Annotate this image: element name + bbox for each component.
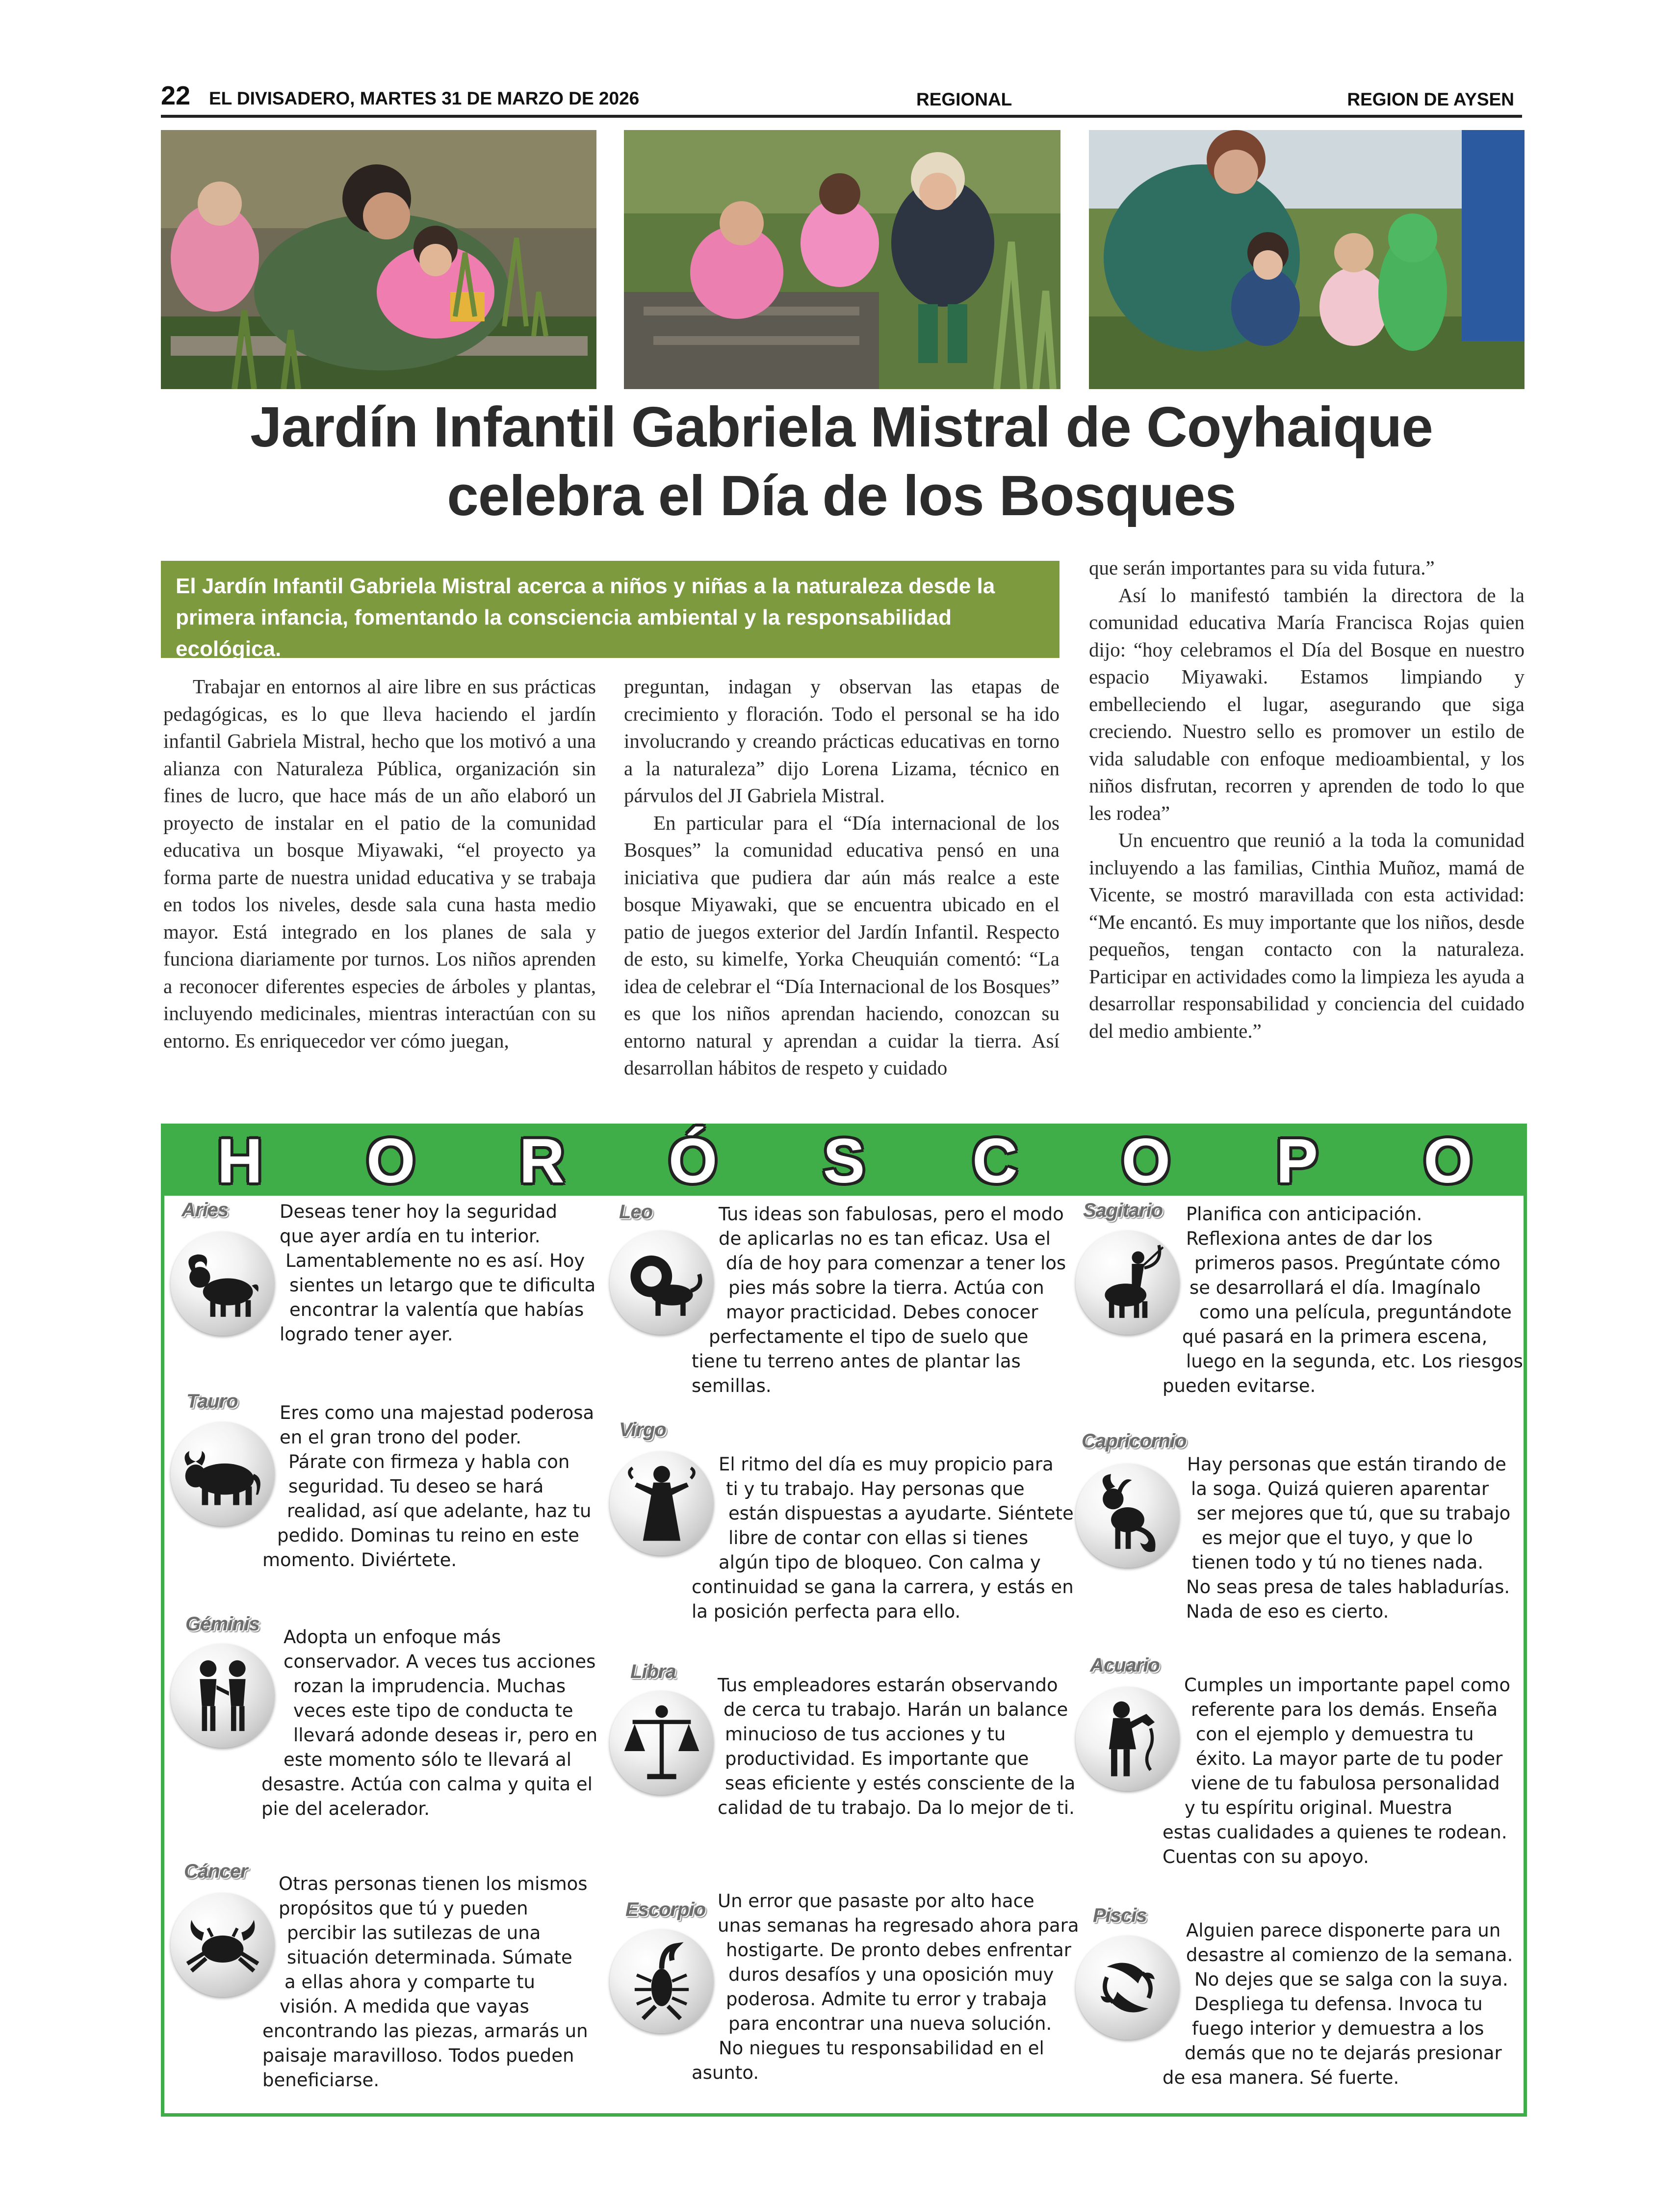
sign-name-sagitario: Sagitario bbox=[1083, 1200, 1163, 1221]
sign-text-aries: Deseas tener hoy la seguridad que ayer ardía en tu interior. Lamentablemente no es así. Hoy sientes un letargo que te dificulta encontrar la valentía que habías logrado tener ayer. bbox=[280, 1201, 596, 1345]
horoscope-banner bbox=[164, 1127, 1524, 1196]
col2-paragraph-2: En particular para el “Día internacional de los Bosques” la comunidad educativa pensó en una iniciativa que pudiera dar aún más realce a este bosque Miyawaki, que se encuentra ubicado en el patio de juegos exterior del Jardín Infantil. Respecto de esto, su kimelfe, Yorka Cheuquián comentó: “La idea de celebrar el “Día Internacional de los Bosques” es que los niños aprendan haciendo, conozcan su entorno natural y aprendan a cuidar la tierra. Así desarrollan hábitos de respeto y cuidado bbox=[624, 811, 1060, 1079]
sign-name-leo: Leo bbox=[619, 1201, 653, 1223]
horoscope-letter: S bbox=[823, 1126, 865, 1196]
cancer-crab-icon bbox=[171, 1893, 275, 1997]
sign-text-tauro: Eres como una majestad poderosa en el gran trono del poder. Párate con firmeza y habla con seguridad. Tu deseo se hará realidad, así que adelante, haz tu pedido. Dominas tu reino en este momento. Diviértete. bbox=[262, 1402, 594, 1571]
sign-name-tauro: Tauro bbox=[186, 1390, 238, 1412]
sign-text-acuario: Cumples un importante papel como referente para los demás. Enseña con el ejemplo y demuestra tu éxito. La mayor parte de tu poder viene de tu fabulosa personalidad y tu espíritu original. Muestra estas cualidades a quienes te rodean. Cuentas con su apoyo. bbox=[1163, 1675, 1510, 1867]
article-lead: El Jardín Infantil Gabriela Mistral acerca a niños y niñas a la naturaleza desde la primera infancia, fomentando la consciencia ambiental y la responsabilidad ecológica. bbox=[161, 561, 1060, 658]
sign-name-escorpio: Escorpio bbox=[625, 1899, 706, 1920]
sign-text-capricornio: Hay personas que están tirando de la soga. Quizá quieren aparentar ser mejores que tú, que su trabajo es mejor que el tuyo, y que lo tienen todo y tú no tienes nada. No seas presa de tales habladurías. Nada de eso es cierto. bbox=[1186, 1454, 1511, 1622]
masthead bbox=[161, 82, 1522, 118]
headline-line-1: Jardín Infantil Gabriela Mistral de Coyhaique bbox=[250, 395, 1433, 459]
sign-text-libra: Tus empleadores estarán observando de cerca tu trabajo. Harán un balance minucioso de tus acciones y tu productividad. Es importante que seas eficiente y estés consciente de la calidad de tu trabajo. Da lo mejor de ti. bbox=[718, 1675, 1076, 1818]
sign-text-piscis: Alguien parece disponerte para un desastre al comienzo de la semana. No dejes que se salga con la suya. Despliega tu defensa. Invoca tu fuego interior y demuestra a los demás que no te dejarás presionar de esa manera. Sé fuerte. bbox=[1163, 1920, 1513, 2088]
sign-name-cancer: Cáncer bbox=[184, 1861, 248, 1882]
section-name: REGIONAL bbox=[916, 89, 1012, 109]
sign-name-capricornio: Capricornio bbox=[1082, 1430, 1187, 1452]
article-column-1 bbox=[163, 673, 596, 1054]
horoscope-letter: R bbox=[519, 1126, 565, 1196]
sign-name-piscis: Piscis bbox=[1093, 1905, 1147, 1926]
col2-paragraph-1: preguntan, indagan y observan las etapas de crecimiento y floración. Todo el personal se ha ido involucrando y creando prácticas educativas en torno a la naturaleza” dijo Lorena Lizama, técnico en párvulos del JI Gabriela Mistral. bbox=[624, 675, 1060, 807]
sign-text-virgo: El ritmo del día es muy propicio para ti y tu trabajo. Hay personas que están dispuestas a ayudarte. Siéntete libre de contar con ellas si tienes algún tipo de bloqueo. Con calma y continuidad se gana la carrera, y estás en la posición perfecta para ello. bbox=[692, 1454, 1074, 1622]
headline-line-2: celebra el Día de los Bosques bbox=[447, 464, 1236, 527]
horoscope-letter: O bbox=[1121, 1126, 1171, 1196]
sign-text-cancer: Otras personas tienen los mismos propósitos que tú y pueden percibir las sutilezas de una situación determinada. Súmate a ellas ahora y comparte tu visión. A medida que vayas encontrando las piezas, armarás un paisaje maravilloso. Todos pueden beneficiarse. bbox=[262, 1873, 588, 2091]
sign-text-geminis: Adopta un enfoque más conservador. A veces tus acciones rozan la imprudencia. Muchas veces este tipo de conducta te llevará adonde deseas ir, pero en este momento sólo te llevará al desastre. Actúa con calma y quita el pie del acelerador. bbox=[261, 1626, 598, 1819]
article-column-3 bbox=[1089, 554, 1525, 1045]
article-column-2 bbox=[624, 673, 1060, 1082]
photo-director-with-children bbox=[1089, 130, 1525, 389]
sign-name-acuario: Acuario bbox=[1090, 1654, 1160, 1676]
sign-name-geminis: Géminis bbox=[185, 1613, 259, 1635]
horoscope-letter: H bbox=[217, 1126, 263, 1196]
sign-text-escorpio: Un error que pasaste por alto hace unas semanas ha regresado ahora para hostigarte. De pronto debes enfrentar duros desafíos y una oposición muy poderosa. Admite tu error y trabaja para encontrar una nueva solución. No niegues tu responsabilidad en el asunto. bbox=[692, 1890, 1079, 2083]
horoscope-letter: P bbox=[1276, 1126, 1318, 1196]
page-number: 22 bbox=[161, 81, 191, 110]
sign-name-virgo: Virgo bbox=[619, 1419, 666, 1441]
libra-scales-icon bbox=[610, 1691, 714, 1795]
horoscope-letter: O bbox=[1423, 1126, 1473, 1196]
horoscope-letter: Ó bbox=[668, 1126, 718, 1196]
sign-name-aries: Aries bbox=[181, 1199, 229, 1221]
taurus-bull-icon bbox=[171, 1422, 275, 1526]
col1-paragraph-1: Trabajar en entornos al aire libre en sus prácticas pedagógicas, es lo que lleva haciendo el jardín infantil Gabriela Mistral, hecho que los motivó a una alianza con Naturaleza Pública, organización sin fines de lucro, que hace más de un año elaboró un proyecto de instalar en el patio de la comunidad educativa un bosque Miyawaki, “el proyecto ya forma parte de nuestra unidad educativa y se trabaja en todos los niveles, desde sala cuna hasta medio mayor. Está integrado en los planes de sala y funciona diariamente por turnos. Los niños aprenden a reconocer diferentes especies de árboles y plantas, incluyendo medicinales, mientras interactúan con su entorno. Es enriquecedor ver cómo juegan, bbox=[163, 675, 596, 1052]
horoscope-title bbox=[164, 1127, 1524, 1196]
photo-children-planting bbox=[624, 130, 1060, 389]
aries-ram-icon bbox=[171, 1232, 275, 1336]
newspaper-date: EL DIVISADERO, MARTES 31 DE MARZO DE 2026 bbox=[209, 88, 640, 108]
horoscope-letter: O bbox=[366, 1126, 415, 1196]
photo-teacher-with-child bbox=[161, 130, 596, 389]
col3-paragraph-1: que serán importantes para su vida futura.” bbox=[1089, 556, 1435, 579]
sign-text-leo: Tus ideas son fabulosas, pero el modo de aplicarlas no es tan eficaz. Usa el día de hoy para comenzar a tener los pies más sobre la tierra. Actúa con mayor practicidad. Debes conocer perfectamente el tipo de suelo que tiene tu terreno antes de plantar las semillas. bbox=[692, 1204, 1066, 1396]
gemini-twins-icon bbox=[171, 1644, 275, 1748]
horoscope-letter: C bbox=[972, 1126, 1018, 1196]
article-headline bbox=[161, 393, 1522, 530]
region-name: REGION DE AYSEN bbox=[1347, 89, 1514, 109]
sign-text-sagitario: Planifica con anticipación. Reflexiona antes de dar los primeros pasos. Pregúntate cómo se desarrollará el día. Imagínalo como una película, preguntándote qué pasará en la primera escena, luego en la segunda, etc. Los riesgos pueden evitarse. bbox=[1163, 1204, 1523, 1396]
col3-paragraph-2: Así lo manifestó también la directora de la comunidad educativa María Francisca Rojas quien dijo: “hoy celebramos el Día del Bosque en nuestro espacio Miyawaki. Estamos limpiando y embelleciendo el lugar, asegurando que siga creciendo. Nuestro sello es promover un estilo de vida saludable con enfoque medioambiental, y los niños disfrutan, recorren y aprenden de todo lo que les rodea” bbox=[1089, 583, 1525, 824]
sign-name-libra: Libra bbox=[630, 1661, 676, 1682]
col3-paragraph-3: Un encuentro que reunió a la toda la comunidad incluyendo a las familias, Cinthia Muñoz, mamá de Vicente, se mostró maravillada con esta actividad: “Me encantó. Es muy importante que los niños, desde pequeños, tengan contacto con la naturaleza. Participar en actividades como la limpieza les ayuda a desarrollar responsabilidad y conciencia del cuidado del medio ambiente.” bbox=[1089, 829, 1525, 1042]
